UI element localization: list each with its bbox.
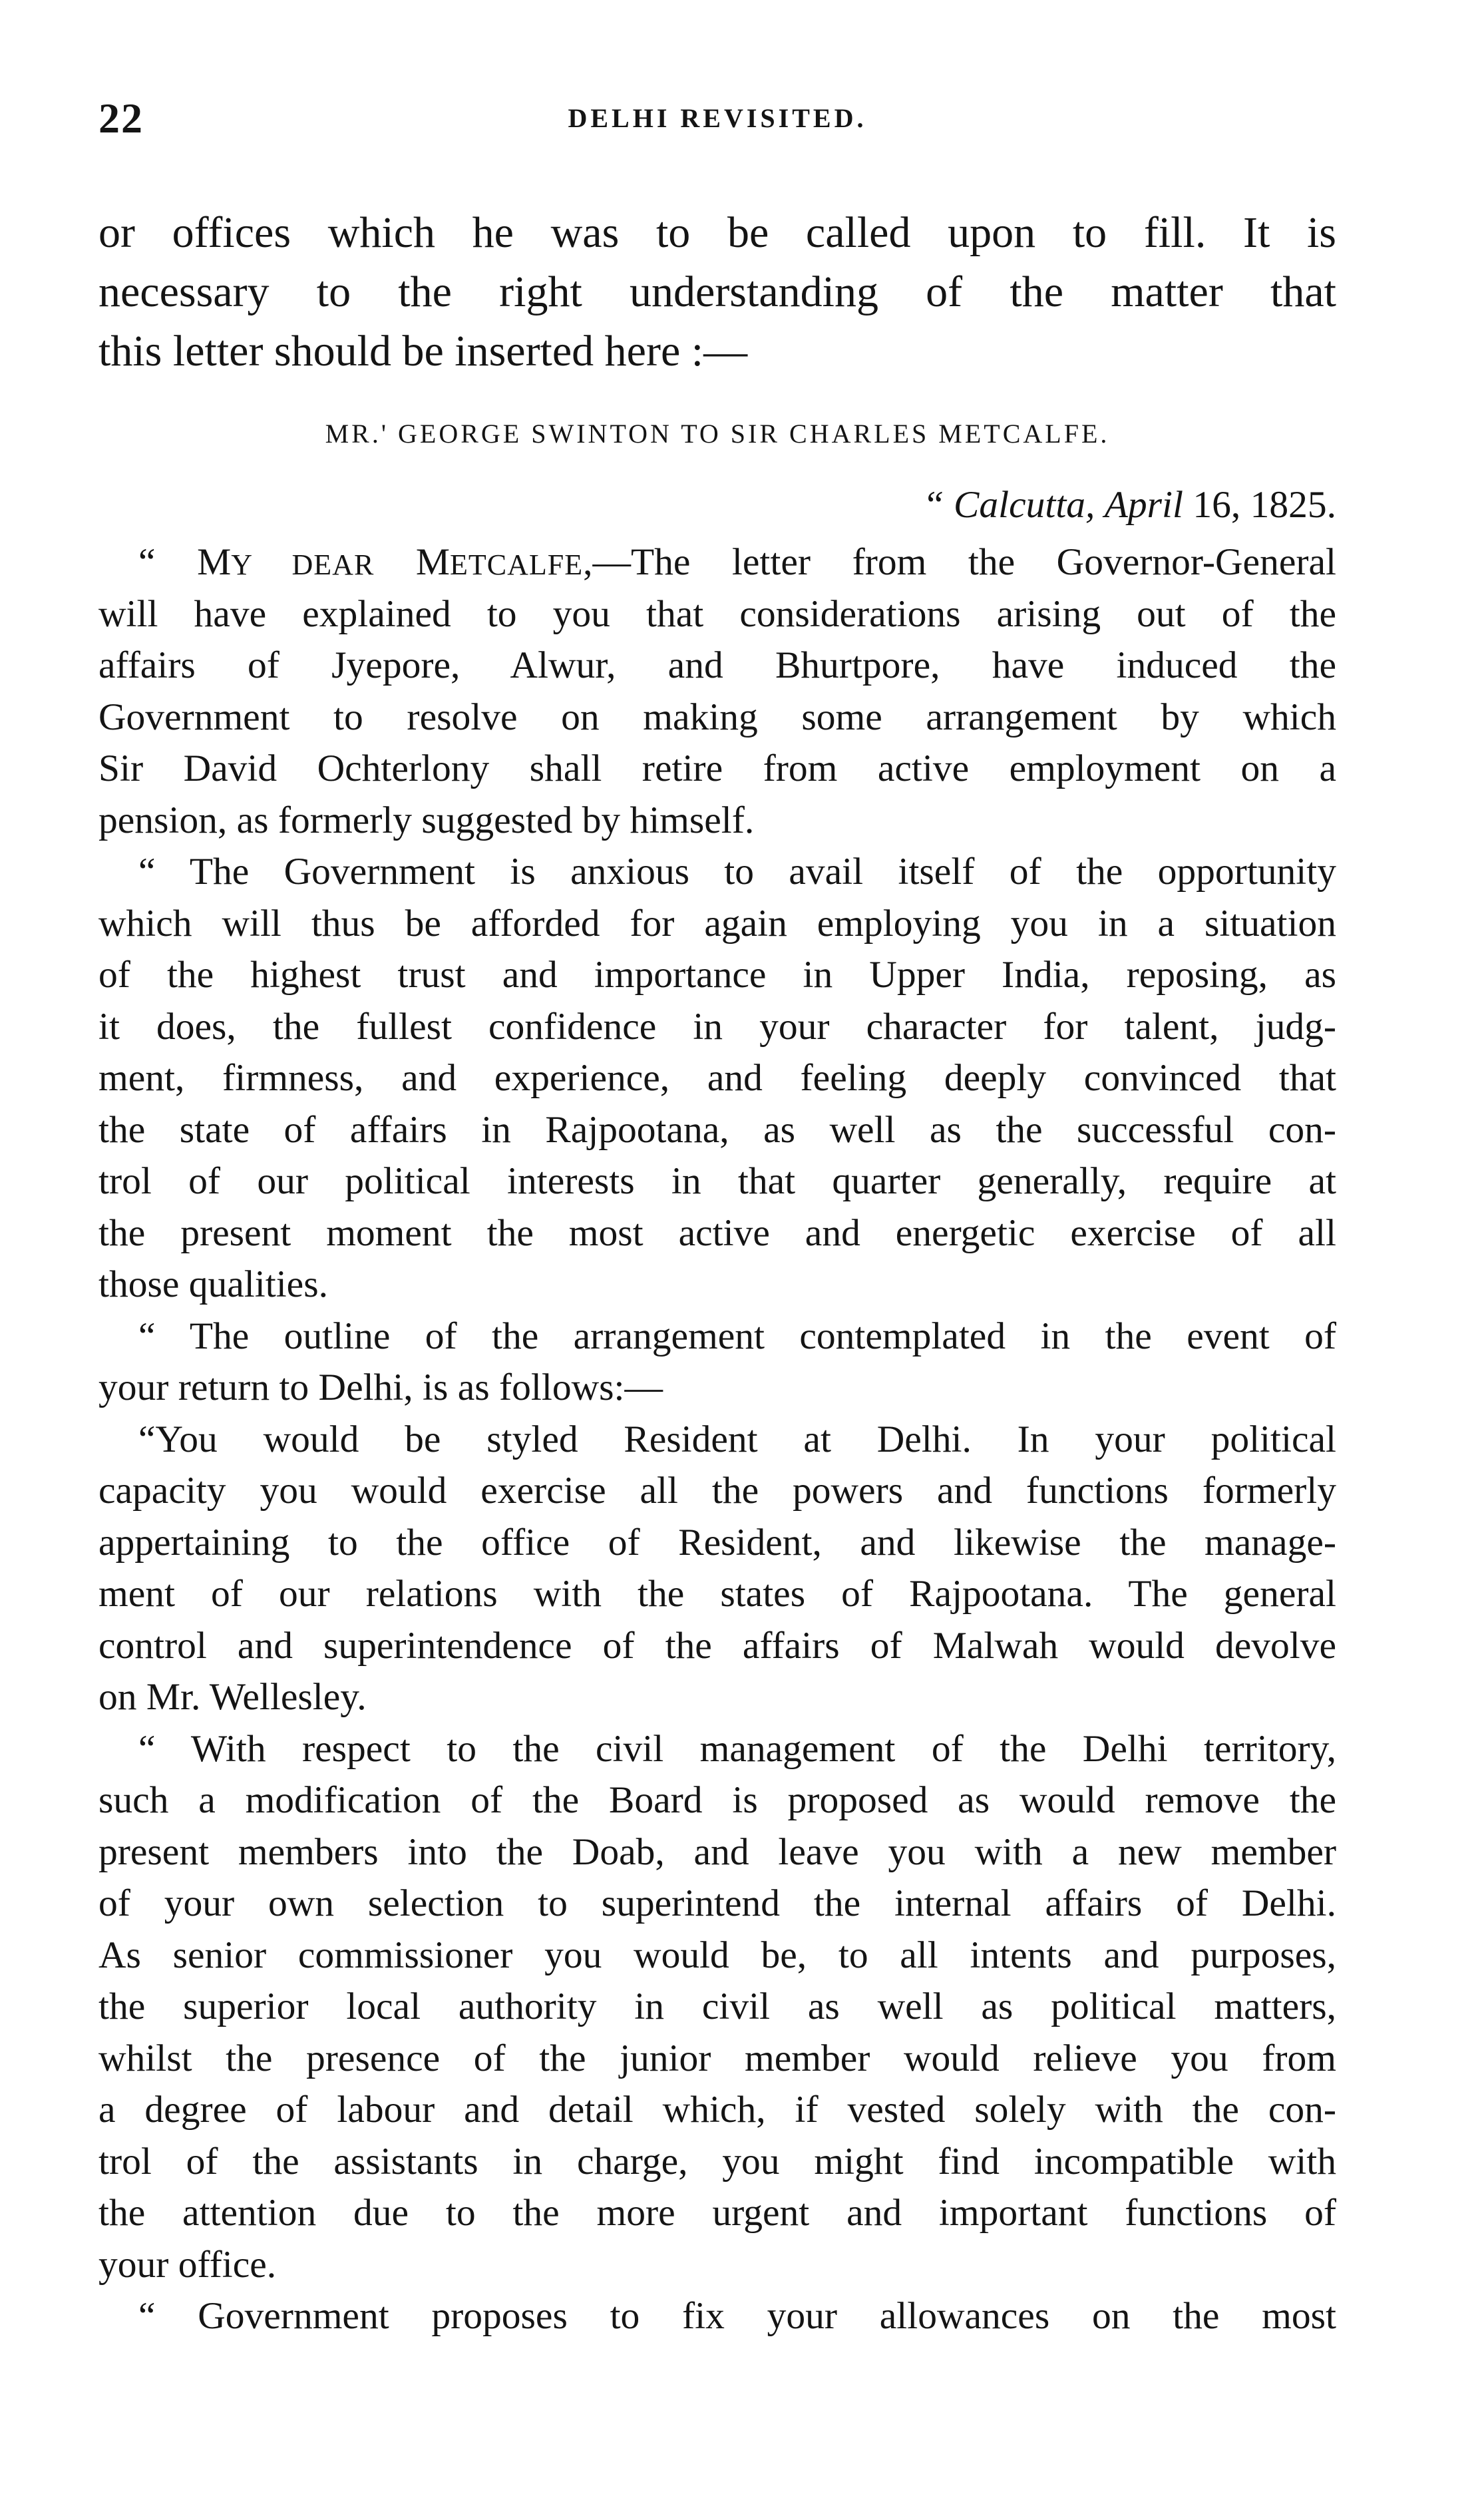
text-line: the attention due to the more urgent and important functions of bbox=[98, 2192, 1336, 2234]
text-line: “ The outline of the arrangement contemplated in the event of bbox=[138, 1315, 1336, 1357]
text-line: “ The Government is anxious to avail itself of the opportunity bbox=[138, 851, 1336, 893]
lead-paragraph bbox=[98, 203, 1336, 381]
dateline-rest: 16, 1825. bbox=[1193, 484, 1336, 526]
body-text bbox=[98, 203, 1336, 2342]
letter-body bbox=[98, 536, 1336, 2342]
dateline-month: April bbox=[1104, 484, 1183, 526]
text-line: ment of our relations with the states of Rajpootana. The general bbox=[98, 1573, 1336, 1615]
text-line: those qualities. bbox=[98, 1263, 328, 1305]
salutation-name: ETCALFE bbox=[449, 548, 584, 581]
text-line: “ With respect to the civil management of the Delhi territory, bbox=[138, 1727, 1336, 1770]
text-line: trol of the assistants in charge, you might find incompatible with bbox=[98, 2140, 1336, 2183]
dateline-place: “ Calcutta, bbox=[922, 484, 1095, 526]
text-line: such a modification of the Board is proposed as would remove the bbox=[98, 1779, 1336, 1821]
text-line: the state of affairs in Rajpootana, as well as the successful con- bbox=[98, 1108, 1336, 1151]
paragraph bbox=[98, 1311, 1336, 1414]
text-line: affairs of Jyepore, Alwur, and Bhurtpore, have induced the bbox=[98, 644, 1336, 686]
text-line: whilst the presence of the junior member would relieve you from bbox=[98, 2037, 1336, 2079]
text-line: a degree of labour and detail which, if vested solely with the con- bbox=[98, 2089, 1336, 2131]
text-line: control and superintendence of the affairs of Malwah would devolve bbox=[98, 1624, 1336, 1667]
text-line: “ Government proposes to fix your allowances on the most bbox=[138, 2295, 1336, 2337]
text-line: which will thus be afforded for again employing you in a situation bbox=[98, 902, 1336, 944]
salutation-small-caps: Y DEAR bbox=[231, 548, 375, 581]
running-head bbox=[98, 80, 1336, 146]
text-line: pension, as formerly suggested by himself. bbox=[98, 799, 755, 841]
running-title: DELHI REVISITED. bbox=[568, 103, 867, 133]
text-line: of the highest trust and importance in Upper India, reposing, as bbox=[98, 954, 1336, 996]
salutation-after: ,—The letter from the Governor-General bbox=[583, 541, 1336, 583]
text-line: will have explained to you that considerations arising out of the bbox=[98, 592, 1336, 635]
text-line: this letter should be inserted here :— bbox=[98, 327, 748, 375]
text-line: your return to Delhi, is as follows:— bbox=[98, 1366, 663, 1408]
letter-dateline bbox=[98, 479, 1336, 531]
text-line: or offices which he was to be called upon to fill. It is bbox=[98, 208, 1336, 257]
text-line: necessary to the right understanding of the matter that bbox=[98, 268, 1336, 316]
text-line: Sir David Ochterlony shall retire from active employment on a bbox=[98, 747, 1336, 789]
paragraph bbox=[98, 2290, 1336, 2342]
salutation-initial: M bbox=[374, 541, 450, 583]
salutation-open: “ M bbox=[138, 541, 232, 583]
text-line: appertaining to the office of Resident, and likewise the manage- bbox=[98, 1521, 1336, 1564]
text-line: present members into the Doab, and leave you with a new member bbox=[98, 1830, 1336, 1873]
text-line: of your own selection to superintend the internal affairs of Delhi. bbox=[98, 1882, 1336, 1924]
text-line: As senior commissioner you would be, to all intents and purposes, bbox=[98, 1934, 1336, 1976]
text-line: it does, the fullest confidence in your character for talent, judg- bbox=[98, 1005, 1336, 1048]
paragraph bbox=[98, 1414, 1336, 1723]
text-line: the superior local authority in civil as well as political matters, bbox=[98, 1985, 1336, 2027]
page-number: 22 bbox=[98, 95, 144, 142]
text-line: ment, firmness, and experience, and feeling deeply convinced that bbox=[98, 1057, 1336, 1099]
paragraph bbox=[98, 846, 1336, 1311]
text-line: on Mr. Wellesley. bbox=[98, 1676, 367, 1718]
text-line: the present moment the most active and energetic exercise of all bbox=[98, 1211, 1336, 1254]
paragraph bbox=[98, 1723, 1336, 2291]
text-line: your office. bbox=[98, 2243, 277, 2286]
text-line: capacity you would exercise all the powers and functions formerly bbox=[98, 1470, 1336, 1512]
paragraph bbox=[98, 536, 1336, 846]
text-line: Government to resolve on making some arrangement by which bbox=[98, 696, 1336, 738]
text-line: trol of our political interests in that quarter generally, require at bbox=[98, 1160, 1336, 1202]
text-line: “You would be styled Resident at Delhi. In your political bbox=[138, 1418, 1336, 1460]
salutation-line bbox=[98, 536, 1336, 588]
letter-heading: MR.' GEORGE SWINTON TO SIR CHARLES METCALFE. bbox=[325, 419, 1110, 449]
